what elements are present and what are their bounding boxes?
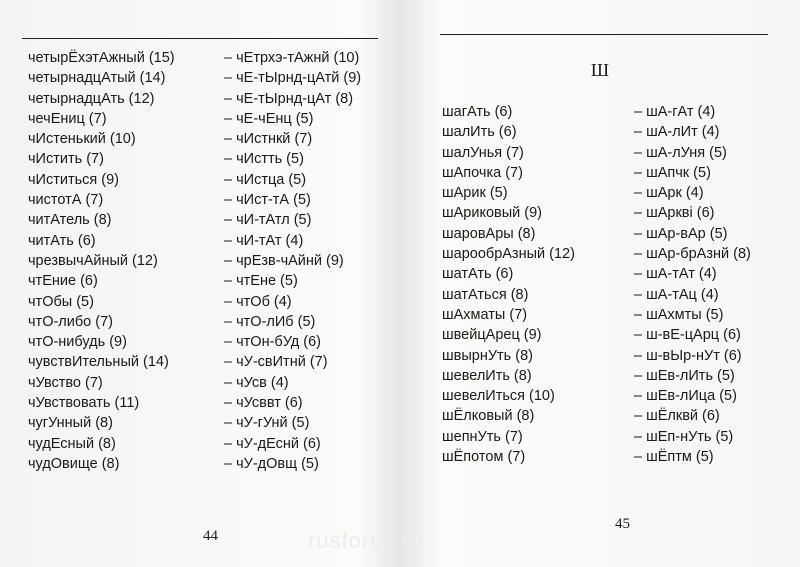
- word-entry: шепнУть (7): [442, 428, 523, 445]
- syllable-breakdown: – чрЕзв-чАйнй (9): [224, 252, 344, 269]
- word-entry: шатАться (8): [442, 286, 529, 303]
- word-entry: чечЕниц (7): [28, 110, 107, 127]
- word-entry: швейцАрец (9): [442, 327, 542, 344]
- list-item: [28, 129, 378, 149]
- word-entry: шЁлковый (8): [442, 408, 535, 425]
- list-item: [442, 346, 772, 366]
- syllable-breakdown: – чЕтрхэ-тАжнй (10): [224, 50, 360, 66]
- word-entry: чУвствовать (11): [28, 395, 140, 412]
- syllable-breakdown: – чЕ-тЫрнд-цАт (8): [224, 90, 354, 107]
- word-entry: шАриковый (9): [442, 205, 543, 222]
- list-item: [442, 427, 772, 447]
- list-item: [28, 48, 378, 68]
- list-item: [28, 352, 378, 372]
- word-entry: шАпочка (7): [442, 164, 523, 181]
- list-item: [442, 143, 772, 163]
- header-rule: [440, 34, 768, 35]
- word-entry: шевелИться (10): [442, 388, 555, 405]
- syllable-breakdown: – чЕ-тЫрнд-цАтй (9): [224, 70, 362, 87]
- list-item: [442, 183, 772, 203]
- list-item: [442, 244, 772, 264]
- watermark: rusforus.ru: [308, 528, 425, 553]
- syllable-breakdown: – чИстца (5): [224, 171, 307, 188]
- syllable-breakdown: – чЕ-чЕнц (5): [224, 110, 314, 127]
- syllable-breakdown: – чИстть (5): [224, 151, 304, 168]
- syllable-breakdown: – шА-гАт (4): [634, 104, 716, 120]
- section-letter: Ш: [590, 60, 610, 80]
- syllable-breakdown: – шАр-вАр (5): [634, 225, 728, 242]
- syllable-breakdown: – шЕв-лИца (5): [634, 388, 737, 405]
- syllable-breakdown: – шА-тАц (4): [634, 286, 719, 303]
- syllable-breakdown: – чтОн-бУд (6): [224, 334, 321, 351]
- list-item: [28, 332, 378, 352]
- word-entry: шЁпотом (7): [442, 449, 526, 466]
- list-item: [442, 224, 772, 244]
- syllable-breakdown: – шАрк (4): [634, 185, 704, 202]
- syllable-breakdown: – чУсввт (6): [224, 395, 303, 412]
- list-item: [28, 68, 378, 88]
- syllable-breakdown: – чИ-тАтл (5): [224, 212, 312, 229]
- syllable-breakdown: – чИст-тА (5): [224, 192, 311, 209]
- syllable-breakdown: – шАр-брАзнй (8): [634, 246, 751, 263]
- word-entry: чтО-либо (7): [28, 313, 113, 330]
- right-page: [400, 0, 800, 567]
- list-item: [28, 312, 378, 332]
- list-item: [442, 406, 772, 426]
- list-item: [28, 271, 378, 291]
- syllable-breakdown: – шЕп-нУть (5): [634, 428, 734, 445]
- word-entry: четырнадцАть (12): [28, 90, 155, 107]
- word-entry: читАтель (8): [28, 212, 112, 229]
- list-item: [442, 325, 772, 345]
- word-entry: шалИть (6): [442, 124, 517, 141]
- list-item: [28, 292, 378, 312]
- word-list: [442, 102, 772, 467]
- syllable-breakdown: – шА-лУня (5): [634, 144, 727, 161]
- list-item: [442, 386, 772, 406]
- list-item: [442, 102, 772, 122]
- list-item: [28, 109, 378, 129]
- syllable-breakdown: – шАхмты (5): [634, 306, 724, 323]
- list-item: [442, 264, 772, 284]
- header-rule: [22, 38, 378, 39]
- list-item: [28, 434, 378, 454]
- word-entry: шатАть (6): [442, 266, 514, 283]
- word-entry: швырнУть (8): [442, 347, 533, 364]
- list-item: [28, 89, 378, 109]
- word-entry: чИстить (7): [28, 151, 104, 168]
- syllable-breakdown: – шЕв-лИть (5): [634, 367, 735, 384]
- list-item: [28, 149, 378, 169]
- word-entry: чтОбы (5): [28, 293, 94, 310]
- word-entry: шаровАры (8): [442, 225, 536, 242]
- list-item: [28, 251, 378, 271]
- syllable-breakdown: – шАркві (6): [634, 205, 715, 222]
- syllable-breakdown: – чУ-свИтнй (7): [224, 354, 328, 371]
- word-entry: чрезвычАйный (12): [28, 252, 158, 269]
- word-entry: шАрик (5): [442, 185, 508, 202]
- word-entry: чтО-нибудь (9): [28, 334, 127, 351]
- list-item: [28, 454, 378, 474]
- list-item: [442, 163, 772, 183]
- list-item: [442, 447, 772, 467]
- page-number: 45: [615, 516, 630, 532]
- list-item: [28, 393, 378, 413]
- syllable-breakdown: – шАпчк (5): [634, 164, 711, 181]
- syllable-breakdown: – чИстнкй (7): [224, 131, 313, 148]
- word-entry: шарообрАзный (12): [442, 246, 575, 263]
- word-entry: шАхматы (7): [442, 306, 528, 323]
- list-item: [28, 231, 378, 251]
- word-entry: чИститься (9): [28, 171, 120, 188]
- syllable-breakdown: – чУ-гУнй (5): [224, 415, 310, 432]
- syllable-breakdown: – шА-тАт (4): [634, 266, 717, 283]
- word-entry: шевелИть (8): [442, 367, 532, 384]
- word-entry: чУвство (7): [28, 374, 103, 391]
- word-entry: чудОвище (8): [28, 455, 120, 472]
- word-entry: четырЁхэтАжный (15): [28, 50, 175, 66]
- syllable-breakdown: – чтЕне (5): [224, 273, 298, 290]
- list-item: [442, 285, 772, 305]
- syllable-breakdown: – чУ-дОвщ (5): [224, 455, 319, 472]
- syllable-breakdown: – ш-вЫр-нУт (6): [634, 347, 742, 364]
- list-item: [442, 122, 772, 142]
- syllable-breakdown: – чтОб (4): [224, 293, 292, 310]
- word-entry: чугУнный (8): [28, 415, 113, 432]
- list-item: [28, 210, 378, 230]
- word-entry: чтЕние (6): [28, 273, 98, 290]
- word-entry: читАть (6): [28, 232, 96, 249]
- page-number: 44: [203, 528, 218, 544]
- syllable-breakdown: – шА-лИт (4): [634, 124, 720, 141]
- word-entry: чИстенький (10): [28, 131, 136, 148]
- syllable-breakdown: – чУ-дЕснй (6): [224, 435, 321, 452]
- syllable-breakdown: – чУсв (4): [224, 374, 289, 391]
- list-item: [28, 190, 378, 210]
- list-item: [442, 203, 772, 223]
- syllable-breakdown: – чИ-тАт (4): [224, 232, 304, 249]
- word-entry: чудЕсный (8): [28, 435, 116, 452]
- word-entry: четырнадцАтый (14): [28, 70, 166, 87]
- list-item: [28, 373, 378, 393]
- syllable-breakdown: – шЁптм (5): [634, 449, 714, 466]
- syllable-breakdown: – ш-вЕ-цАрц (6): [634, 327, 741, 344]
- list-item: [28, 413, 378, 433]
- list-item: [442, 305, 772, 325]
- word-entry: чистотА (7): [28, 192, 104, 209]
- list-item: [442, 366, 772, 386]
- syllable-breakdown: – шЁлквй (6): [634, 408, 720, 425]
- word-entry: чувствИтельный (14): [28, 354, 169, 371]
- word-entry: шагАть (6): [442, 104, 513, 120]
- syllable-breakdown: – чтО-лИб (5): [224, 313, 316, 330]
- word-list: [28, 48, 378, 474]
- word-entry: шалУнья (7): [442, 144, 524, 161]
- list-item: [28, 170, 378, 190]
